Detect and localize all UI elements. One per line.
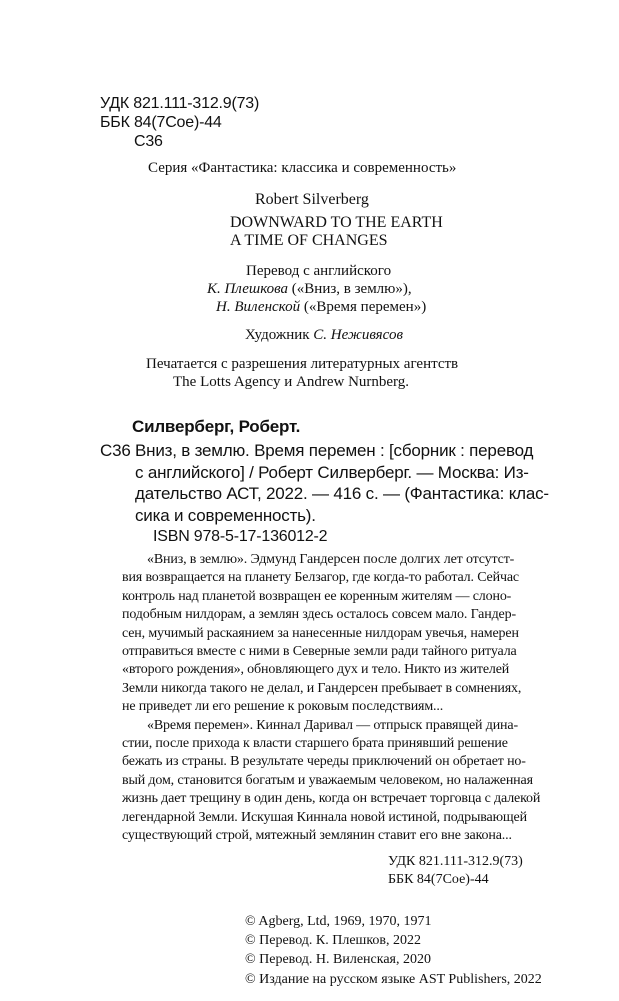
copyright-block <box>245 912 542 989</box>
permission-line-2: The Lotts Agency и Andrew Nurnberg. <box>173 374 410 390</box>
annotation-line: жизнь дает трещину в один день, когда он встречает торговца с далекой <box>122 791 541 807</box>
original-title-2: A TIME OF CHANGES <box>230 232 388 249</box>
annotation-line: контроль над планетой возвращен ее коренным жителям — слоно- <box>122 588 512 604</box>
original-author: Robert Silverberg <box>255 191 369 208</box>
annotation-line: «второго рождения», обновляющего дух и тело. Никто из жителей <box>122 662 510 678</box>
udk-code: УДК 821.111-312.9(73) <box>100 95 260 112</box>
translation-credit-2 <box>216 298 426 317</box>
catalog-line: дательство АСТ, 2022. — 416 с. — (Фантастика: клас- <box>135 484 549 503</box>
permission-line-1: Печатается с разрешения литературных агентств <box>146 356 459 372</box>
translation-line: Перевод с английского <box>246 263 392 279</box>
annotation-line: Земли никогда такого не делал, и Гандерсен пребывает в сомнениях, <box>122 680 522 696</box>
catalog-heading: Силверберг, Роберт. <box>132 417 301 436</box>
annotation-line: «Время перемен». Киннал Даривал — отпрыск правящей дина- <box>147 717 518 733</box>
catalog-line: Вниз, в землю. Время перемен : [сборник : перевод <box>135 441 534 460</box>
artist-label: Художник <box>245 327 314 343</box>
annotation-line: бежать из страны. В результате череды приключений он обретает но- <box>122 754 526 770</box>
annotation-udk: УДК 821.111-312.9(73) <box>388 854 523 869</box>
catalog-description <box>135 440 549 526</box>
annotation-line: «Вниз, в землю». Эдмунд Гандерсен после долгих лет отсутст- <box>147 552 515 567</box>
artist-name: С. Неживясов <box>313 327 403 343</box>
annotation-line: не приведет ли его решение к роковым последствиям... <box>122 699 444 715</box>
annotation-bbk: ББК 84(7Сое)-44 <box>388 872 489 887</box>
translator-2: Н. Виленской <box>216 299 301 315</box>
annotation-line: легендарной Земли. Искушая Киннала новой истиной, подрывающей <box>122 809 527 825</box>
author-mark: С36 <box>134 133 163 150</box>
annotation-line: вия возвращается на планету Белзагор, где когда-то работал. Сейчас <box>122 570 519 586</box>
translation-credit-1 <box>207 280 412 299</box>
catalog-line: с английского] / Роберт Силверберг. — Москва: Из- <box>135 462 529 482</box>
annotation-line: существующий строй, мятежный землянин ставит его вне закона... <box>122 828 512 844</box>
copyright-line: © Перевод. К. Плешков, 2022 <box>245 933 422 949</box>
series-line: Серия «Фантастика: классика и современность» <box>148 160 457 176</box>
annotation-line: вый дом, становится богатым и уважаемым человеком, но налаженная <box>122 772 533 788</box>
annotation <box>122 551 540 846</box>
catalog-mark: С36 <box>100 441 131 460</box>
translator-1: К. Плешкова <box>207 281 289 297</box>
artist-credit <box>245 326 403 345</box>
annotation-line: подобным нилдорам, а землян здесь осталось совсем мало. Гандер- <box>122 607 516 623</box>
copyright-line: © Перевод. Н. Виленская, 2020 <box>245 952 431 968</box>
catalog-line: сика и современность). <box>135 505 316 525</box>
copyright-line: © Издание на русском языке AST Publishers, 2022 <box>245 971 542 987</box>
annotation-line: отправиться вместе с ними в Северные земли ради тайного ритуала <box>122 644 517 660</box>
copyright-line: © Agberg, Ltd, 1969, 1970, 1971 <box>245 914 432 929</box>
bbk-code: ББК 84(7Сое)-44 <box>100 114 222 131</box>
annotation-line: сен, мучимый раскаянием за нанесенные нилдорам увечья, намерен <box>122 625 519 641</box>
annotation-line: стии, после прихода к власти старшего брата принявший решение <box>122 736 508 752</box>
translated-work-1: («Вниз, в землю»), <box>288 281 412 297</box>
translated-work-2: («Время перемен») <box>300 299 427 315</box>
original-title-1: DOWNWARD TO THE EARTH <box>230 214 443 231</box>
isbn: ISBN 978-5-17-136012-2 <box>153 528 328 545</box>
